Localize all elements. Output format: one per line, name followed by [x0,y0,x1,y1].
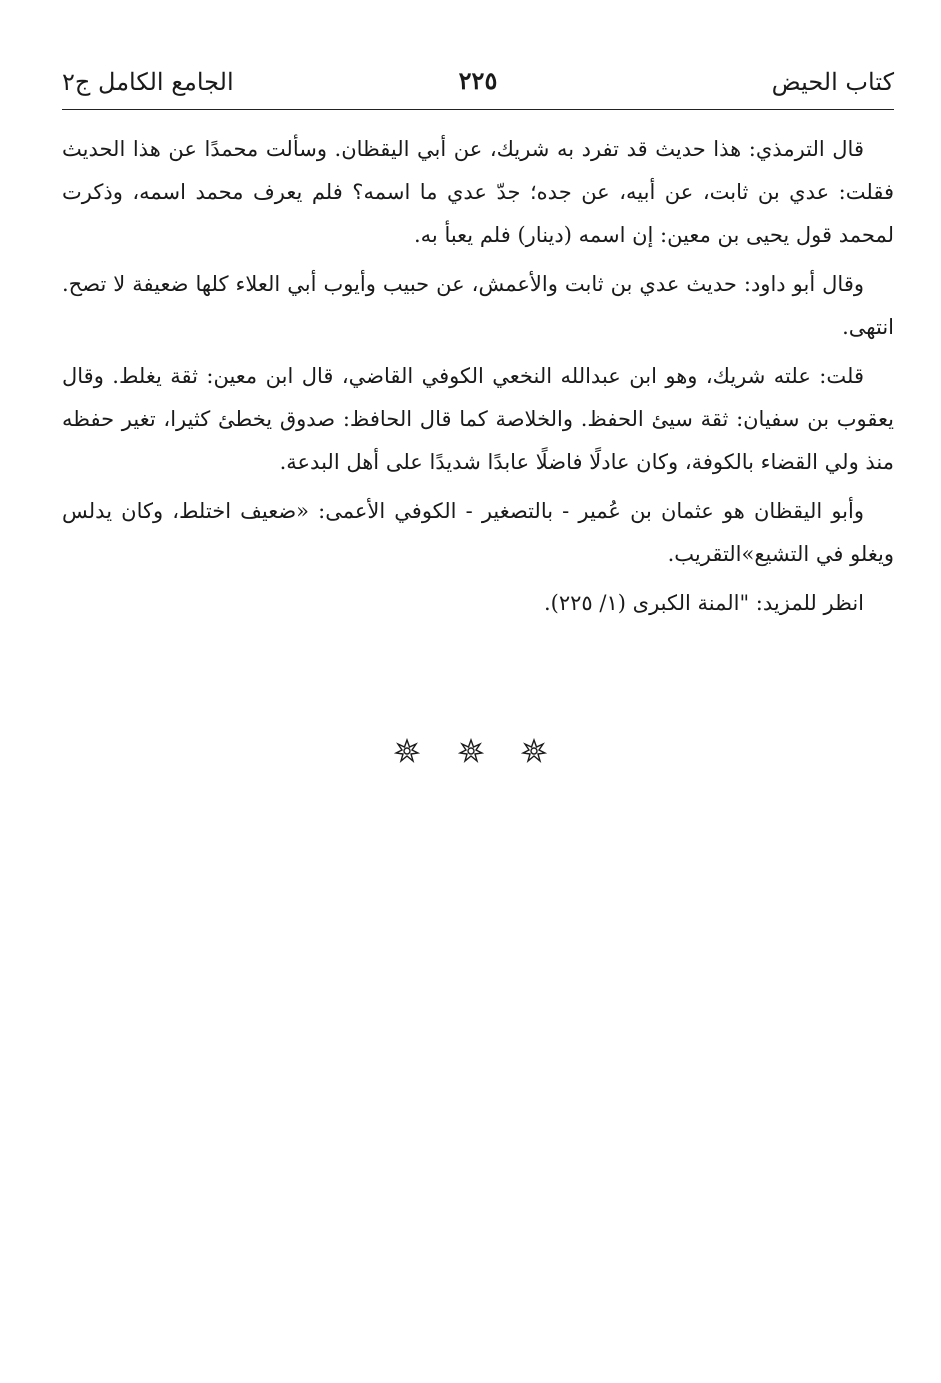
chapter-title: كتاب الحيض [771,68,894,96]
floral-star-icon [458,738,484,764]
paragraph-reference: انظر للمزيد: "المنة الكبرى (١/ ٢٢٥). [544,591,864,615]
paragraph-abu-dawud: وقال أبو داود: حديث عدي بن ثابت والأعمش، عن حبيب وأيوب أبي العلاء كلها ضعيفة لا تصح. انتهى. [62,272,894,339]
book-title: الجامع الكامل ج٢ [62,68,234,96]
header-rule [62,109,894,110]
floral-star-icon [521,738,547,764]
section-end-ornament [0,738,941,764]
paragraph-tirmidhi: قال الترمذي: هذا حديث قد تفرد به شريك، عن أبي اليقظان. وسألت محمدًا عن هذا الحديث فقلت: عدي بن ثابت، عن أبيه، عن جده؛ جدّ عدي ما اسمه؟ فلم يعرف محمد اسمه، وذكرت لمحمد قول يحيى بن معين: إن اسمه (دينار) فلم يعبأ به. [62,137,894,247]
paragraph-commentary: قلت: علته شريك، وهو ابن عبدالله النخعي الكوفي القاضي، قال ابن معين: ثقة يغلط. وقال يعقوب بن سفيان: ثقة سيئ الحفظ. والخلاصة كما قال الحافظ: صدوق يخطئ كثيرا، تغير حفظه منذ ولي القضاء بالكوفة، وكان عادلًا فاضلًا عابدًا شديدًا على أهل البدعة. [62,364,894,474]
page-number: ٢٢٥ [458,66,498,95]
paragraph-abu-yaqdhan: وأبو اليقظان هو عثمان بن عُمير - بالتصغير - الكوفي الأعمى: «ضعيف اختلط، وكان يدلس ويغلو في التشيع»التقريب. [62,499,894,566]
floral-star-icon [394,738,420,764]
page-header [62,62,894,102]
body-text [62,128,894,631]
